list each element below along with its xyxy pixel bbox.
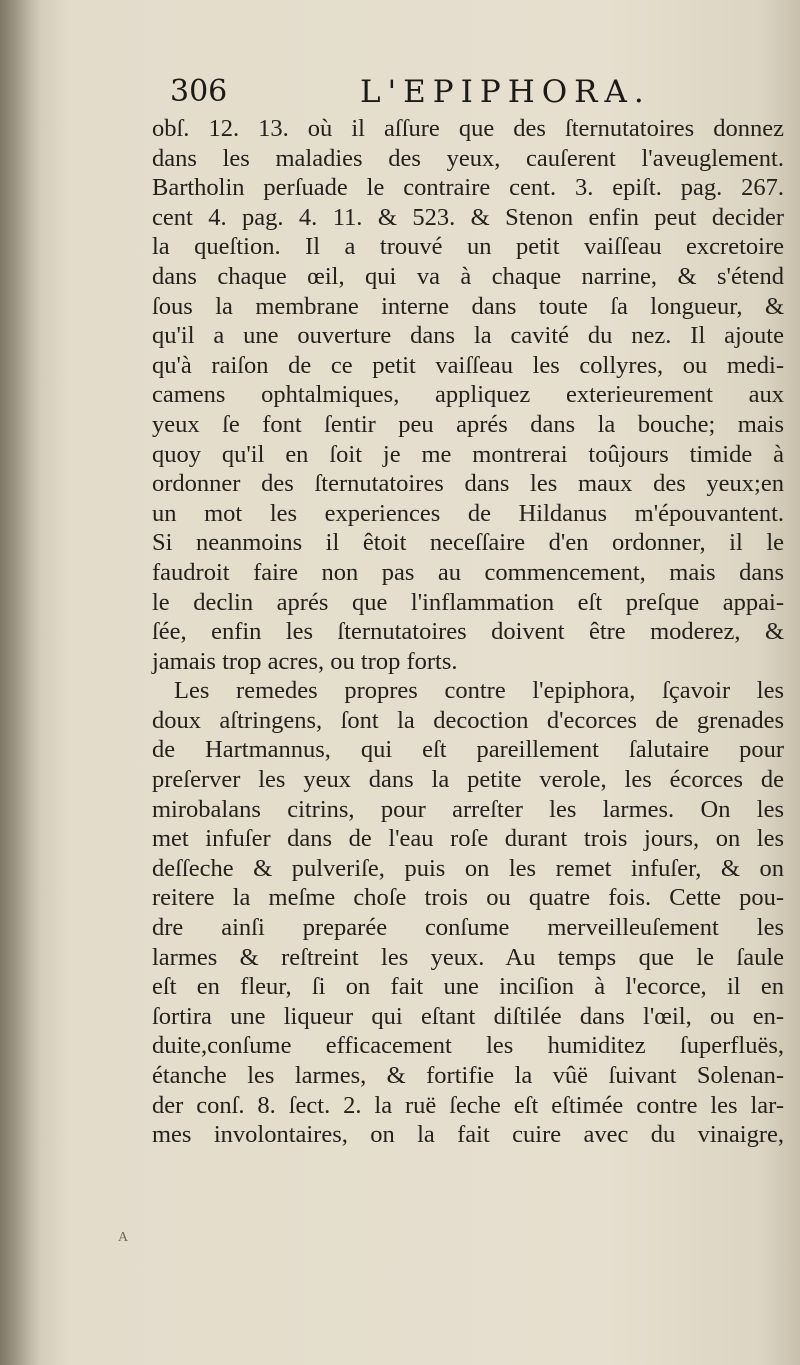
text-line: Bartholin perſuade le contraire cent. 3. epiſt. pag. 267. <box>152 174 784 202</box>
text-line: Si neanmoins il êtoit neceſſaire d'en ordonner, il le <box>152 529 784 557</box>
text-line: étanche les larmes, & fortifie la vûë ſuivant Solenan- <box>152 1062 784 1089</box>
page-number: 306 <box>170 74 228 109</box>
text-line: ſortira une liqueur qui eſtant diſtilée dans l'œil, ou en- <box>152 1002 784 1030</box>
text-line: Les remedes propres contre l'epiphora, ſçavoir les <box>174 677 784 705</box>
body-text <box>152 114 784 1150</box>
text-line: dans les maladies des yeux, cauſerent l'aveuglement. <box>152 144 784 172</box>
text-line: doux aſtringens, ſont la decoction d'ecorces de grenades <box>152 706 784 734</box>
text-line: mes involontaires, on la fait cuire avec du vinaigre, <box>152 1121 784 1149</box>
text-line: ordonner des ſternutatoires dans les maux des yeux;en <box>152 470 784 498</box>
text-line: yeux ſe font ſentir peu aprés dans la bouche; mais <box>152 410 784 438</box>
text-line: le declin aprés que l'inflammation eſt preſque appai- <box>152 588 784 616</box>
text-line: dre ainſi preparée conſume merveilleuſement les <box>152 914 784 942</box>
text-line: un mot les experiences de Hildanus m'épouvantent. <box>152 499 784 527</box>
text-line: der conſ. 8. ſect. 2. la ruë ſeche eſt eſtimée contre les lar- <box>152 1091 784 1119</box>
running-head: L'EPIPHORA. <box>360 74 651 110</box>
text-line: de Hartmannus, qui eſt pareillement ſalutaire pour <box>152 736 784 764</box>
text-line: qu'à raiſon de ce petit vaiſſeau les collyres, ou medi- <box>152 351 784 379</box>
text-line: eſt en fleur, ſi on fait une inciſion à l'ecorce, il en <box>152 973 784 1001</box>
text-line: faudroit faire non pas au commencement, mais dans <box>152 558 784 586</box>
text-line: jamais trop acres, ou trop forts. <box>152 647 458 675</box>
text-line: obſ. 12. 13. où il aſſure que des ſternutatoires donnez <box>152 115 784 142</box>
text-line: dans chaque œil, qui va à chaque narrine, & s'étend <box>152 262 784 290</box>
text-line: preſerver les yeux dans la petite verole, les écorces de <box>152 766 784 794</box>
text-line: ſous la membrane interne dans toute ſa longueur, & <box>152 292 784 320</box>
margin-mark: A <box>118 1230 129 1245</box>
text-line: la queſtion. Il a trouvé un petit vaiſſeau excretoire <box>152 233 784 261</box>
text-line: ſée, enfin les ſternutatoires doivent être moderez, & <box>152 618 784 646</box>
text-line: qu'il a une ouverture dans la cavité du nez. Il ajoute <box>152 322 784 350</box>
book-spine-shadow <box>0 0 40 1365</box>
text-line: reitere la meſme choſe trois ou quatre fois. Cette pou- <box>152 884 784 912</box>
text-line: quoy qu'il en ſoit je me montrerai toûjours timide à <box>152 440 784 468</box>
text-line: duite,conſume efficacement les humiditez ſuperfluës, <box>152 1032 784 1060</box>
text-line: mirobalans citrins, pour arreſter les larmes. On les <box>152 795 784 823</box>
text-line: met infuſer dans de l'eau roſe durant trois jours, on les <box>152 825 784 853</box>
text-line: camens ophtalmiques, appliquez exterieurement aux <box>152 381 784 409</box>
text-line: deſſeche & pulveriſe, puis on les remet infuſer, & on <box>152 854 784 882</box>
text-line: cent 4. pag. 4. 11. & 523. & Stenon enfin peut decider <box>152 203 784 231</box>
text-line: larmes & reſtreint les yeux. Au temps que le ſaule <box>152 943 784 971</box>
